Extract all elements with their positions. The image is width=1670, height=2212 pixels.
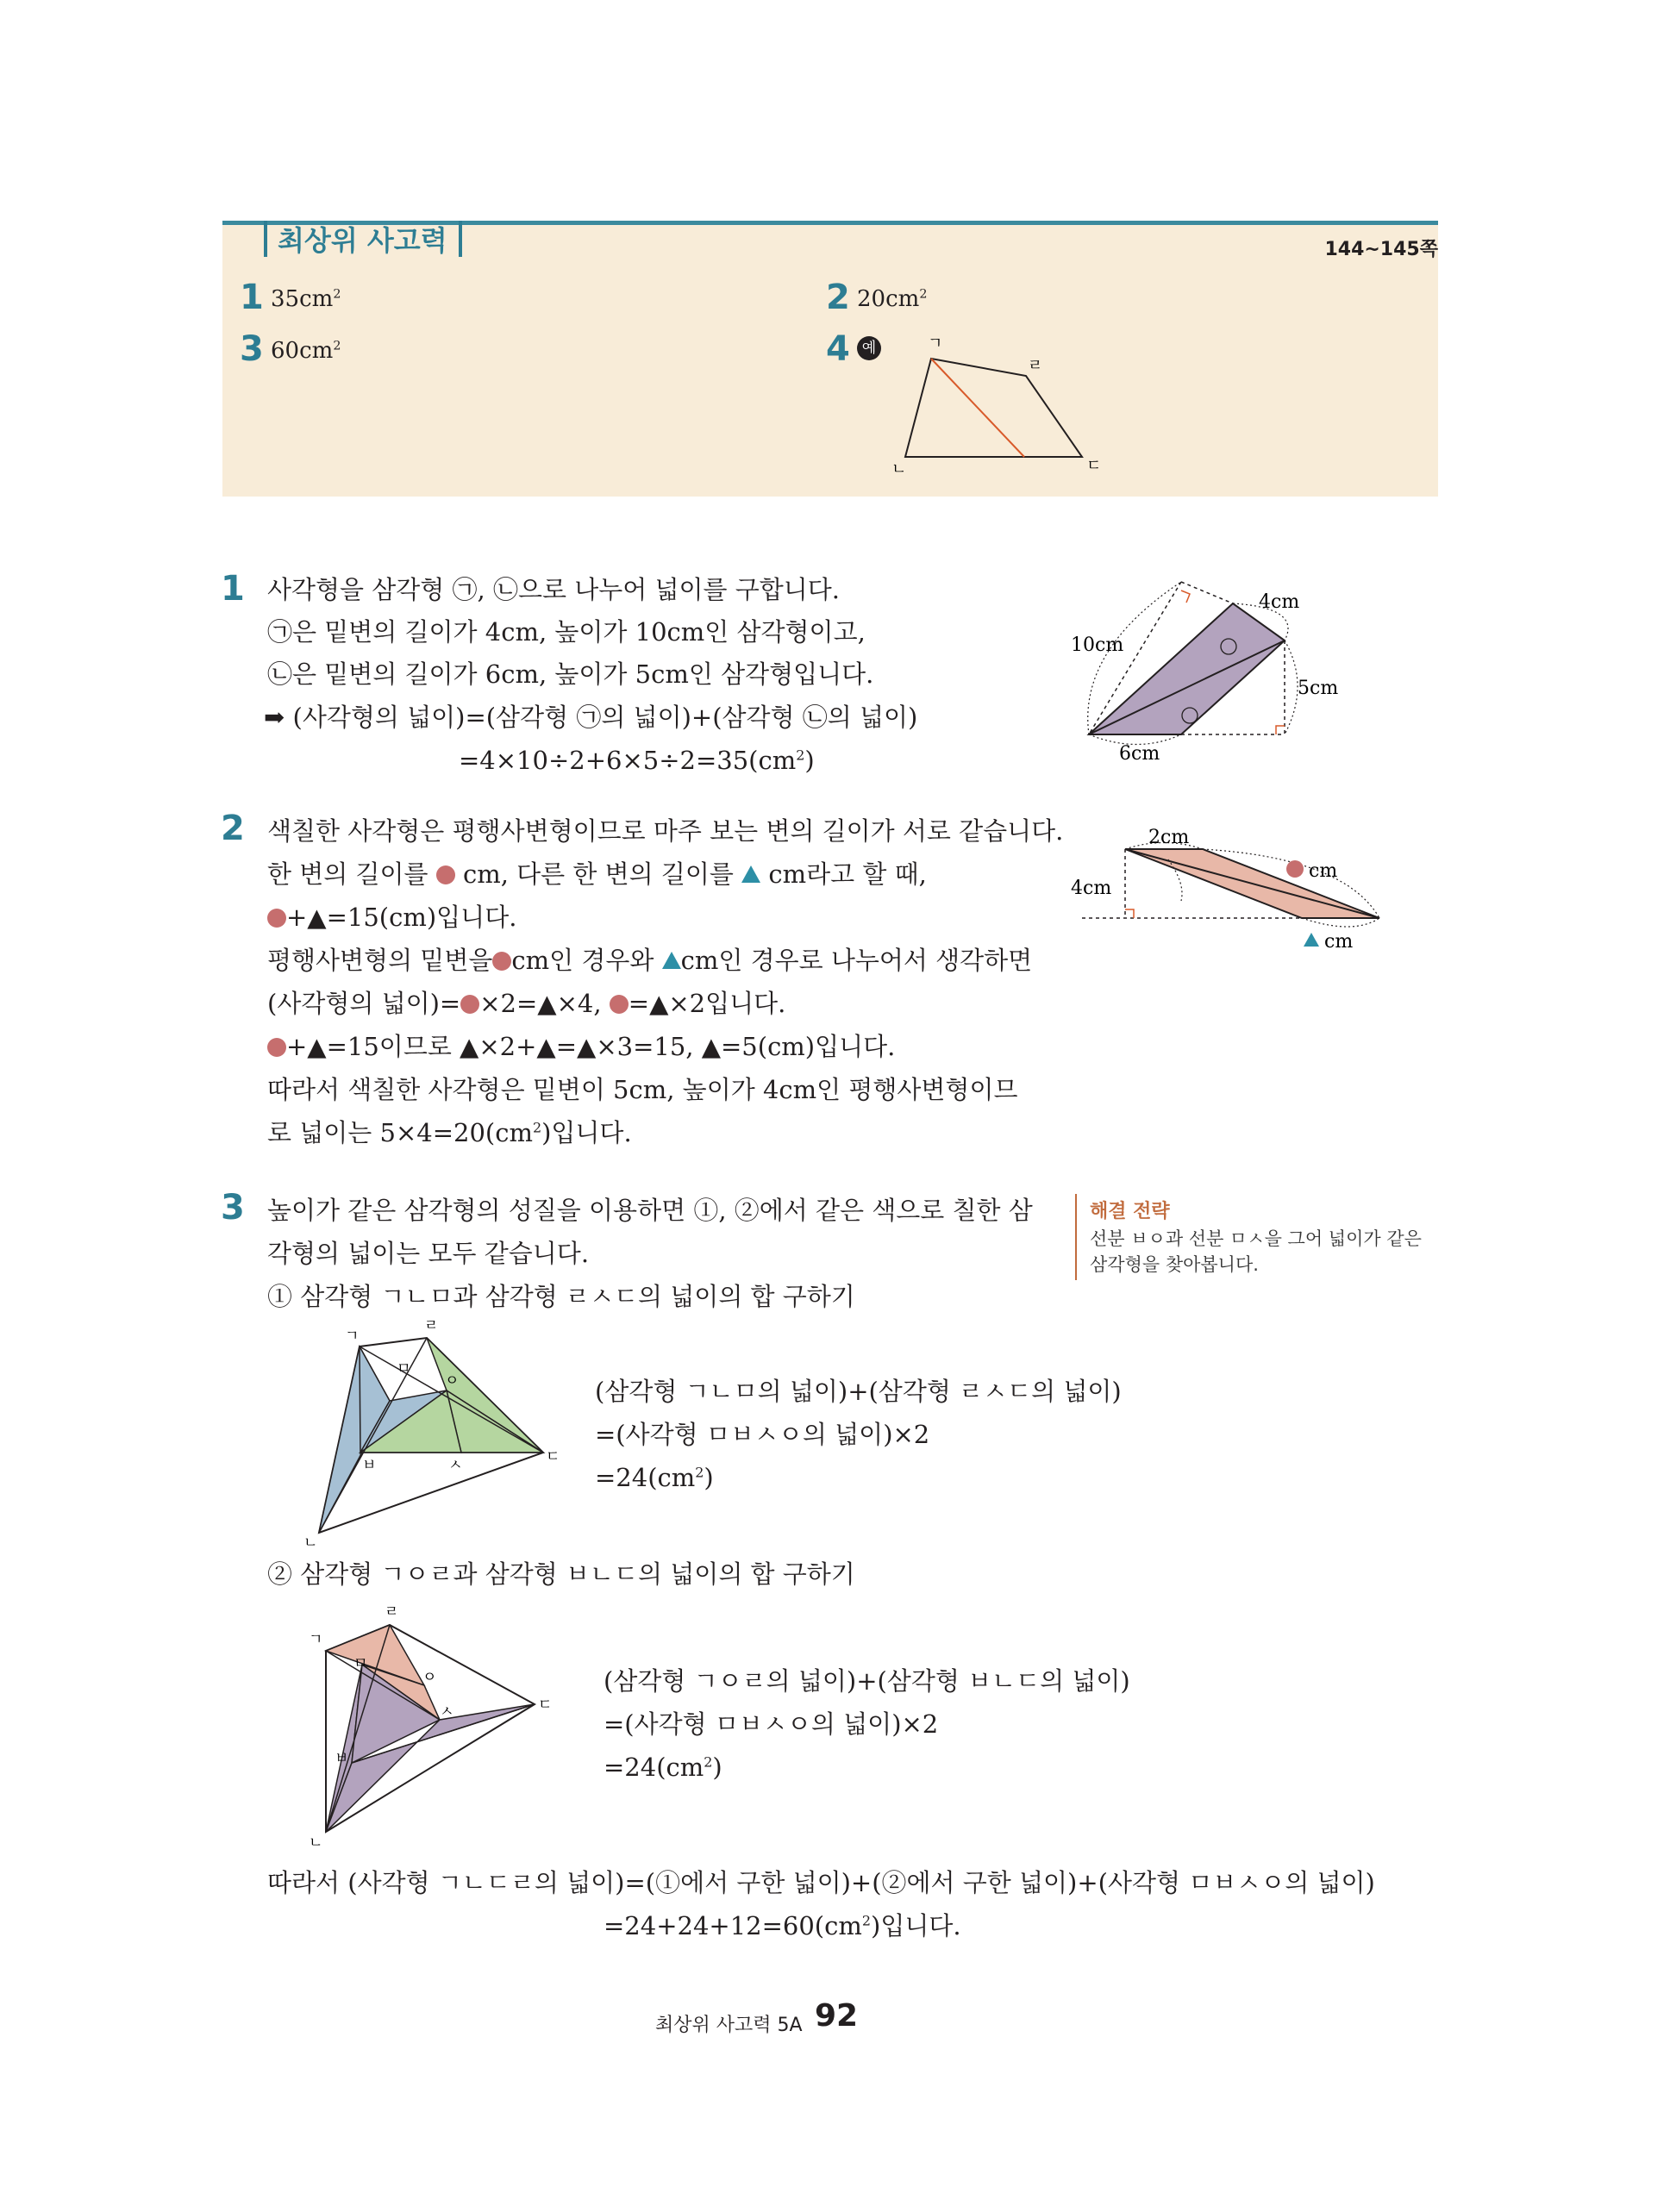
p3-figure-2	[293, 1599, 578, 1849]
p3-conclusion-2: $=24+24+12=60(cm^2)$입니다.	[604, 1911, 961, 1940]
problem-2-number: 2	[221, 809, 245, 848]
fig3b-s: ㅅ	[440, 1703, 454, 1721]
fig3a-s: ㅅ	[448, 1457, 463, 1474]
p2-line-8: 로 넓이는 $5\times 4=20(cm^2)$입니다.	[267, 1118, 632, 1147]
page-range: 144~145쪽	[1324, 239, 1438, 260]
fig2-dot-label: cm	[1309, 860, 1338, 882]
p3-eq2-line-2: =(사각형 ㅁㅂㅅㅇ의 넓이)×2	[604, 1709, 939, 1739]
p3-line-2: 각형의 넓이는 모두 같습니다.	[267, 1239, 590, 1268]
p1-line-4: ➡ (사각형의 넓이)=(삼각형 ㉠의 넓이)+(삼각형 ㉡의 넓이)	[264, 703, 918, 732]
tip-line-2: 삼각형을 찾아봅니다.	[1090, 1254, 1259, 1275]
tip-bar	[1075, 1194, 1077, 1280]
label-n: ㄴ	[891, 460, 907, 478]
p2-line-5: (사각형의 넓이)= ×2=▲×4, =▲×2입니다.	[267, 989, 786, 1018]
p2-line-6: +▲=15이므로 ▲×2+▲=▲×3=15, ▲=5(cm)입니다.	[267, 1034, 895, 1059]
p2-line-1: 색칠한 사각형은 평행사변형이므로 마주 보는 변의 길이가 서로 같습니다.	[267, 816, 1064, 846]
circle-symbol	[436, 865, 455, 884]
answer-box-title: 최상위 사고력	[278, 224, 447, 257]
right-angle	[1125, 909, 1134, 918]
title-bracket-right	[459, 221, 462, 257]
fig3a-g: ㄱ	[345, 1328, 360, 1345]
brace-5cm	[1285, 640, 1298, 734]
answer4-figure	[879, 328, 1138, 483]
fig2-top-label: 2cm	[1148, 827, 1190, 848]
circle-symbol	[460, 995, 479, 1014]
right-angle-a	[1181, 590, 1190, 603]
p2-line-4: 평행사변형의 밑변을 cm인 경우와 cm인 경우로 나누어서 생각하면	[267, 946, 1033, 975]
fig1-top-label: 4cm	[1259, 591, 1300, 613]
p3-eq2-line-3: $=24(cm^2)$	[604, 1753, 722, 1782]
p3-eq1-line-2: =(사각형 ㅁㅂㅅㅇ의 넓이)×2	[595, 1420, 930, 1449]
fig3b-b: ㅂ	[335, 1750, 349, 1767]
problem-1-number: 1	[221, 569, 245, 609]
circle-symbol	[267, 1038, 286, 1057]
fig3a-o: ㅇ	[445, 1372, 460, 1390]
p2-line-3: +▲=15(cm)입니다.	[267, 905, 516, 930]
triangle-symbol	[741, 865, 760, 883]
answer-num-1: 1	[240, 278, 264, 317]
circle-symbol	[610, 995, 629, 1014]
page-number: 92	[815, 1998, 859, 2034]
title-bracket-left	[264, 221, 267, 257]
label-g: ㄱ	[928, 334, 943, 353]
p2-line-7: 따라서 색칠한 사각형은 밑변이 5cm, 높이가 4cm인 평행사변형이므	[267, 1075, 1018, 1104]
answer-value-3: $60cm^2$	[271, 338, 341, 364]
answer-num-4: 4	[826, 329, 850, 369]
fig2-dot-icon	[1286, 860, 1304, 878]
fig3b-o: ㅇ	[422, 1669, 437, 1686]
fig3b-g: ㄱ	[309, 1631, 323, 1648]
tri-green-2	[447, 1390, 543, 1453]
p1-line-2: ㉠은 밑변의 길이가 4cm, 높이가 10cm인 삼각형이고,	[267, 617, 866, 647]
answer-value-2: $20cm^2$	[857, 286, 928, 312]
p3-eq1-line-3: $=24(cm^2)$	[595, 1463, 714, 1492]
example-badge: 예	[857, 336, 881, 360]
brace-tri	[1302, 918, 1379, 927]
p1-figure	[1060, 565, 1371, 772]
ext-line	[1181, 582, 1233, 603]
fig3b-m: ㅁ	[353, 1655, 368, 1672]
p3-eq2-line-1: (삼각형 ㄱㅇㄹ의 넓이)+(삼각형 ㅂㄴㄷ의 넓이)	[604, 1666, 1130, 1696]
p1-line-5: $=4\times 10\div 2+6\times 5\div 2=35(cm^2)$	[459, 746, 815, 775]
fig2-left-label: 4cm	[1071, 878, 1112, 899]
label-r: ㄹ	[1028, 357, 1043, 375]
p2-figure	[1069, 823, 1397, 970]
quad-shaded	[1089, 603, 1285, 734]
right-angle-b	[1276, 726, 1285, 734]
p3-line-1: 높이가 같은 삼각형의 성질을 이용하면 ①, ②에서 같은 색으로 칠한 삼	[267, 1196, 1033, 1225]
label-d: ㄷ	[1086, 457, 1102, 475]
p3-sub-1: ① 삼각형 ㄱㄴㅁ과 삼각형 ㄹㅅㄷ의 넓이의 합 구하기	[267, 1282, 855, 1311]
parallelogram-diag	[1125, 849, 1379, 918]
triangle-symbol	[662, 952, 681, 969]
tip-title: 해결 전략	[1090, 1201, 1170, 1222]
problem-3-number: 3	[221, 1188, 245, 1228]
tip-line-1: 선분 ㅂㅇ과 선분 ㅁㅅ을 그어 넓이가 같은	[1090, 1228, 1422, 1249]
fig3b-r: ㄹ	[385, 1603, 399, 1621]
circle-symbol	[492, 952, 511, 971]
fig2-triangle-icon	[1304, 933, 1319, 947]
circle-symbol	[267, 909, 286, 928]
fig1-bottom-label: 6cm	[1119, 743, 1160, 765]
fig3a-r: ㄹ	[424, 1317, 439, 1334]
p3-conclusion-1: 따라서 (사각형 ㄱㄴㄷㄹ의 넓이)=(①에서 구한 넓이)+(②에서 구한 넓이)+(사각형 ㅁㅂㅅㅇ의 넓이)	[267, 1868, 1375, 1897]
fig3a-n: ㄴ	[303, 1534, 318, 1547]
answer-num-2: 2	[826, 278, 850, 317]
p3-eq1-line-1: (삼각형 ㄱㄴㅁ의 넓이)+(삼각형 ㄹㅅㄷ의 넓이)	[595, 1377, 1122, 1406]
fig3a-b: ㅂ	[362, 1457, 377, 1474]
fig3b-d: ㄷ	[538, 1696, 553, 1714]
p1-line-3: ㉡은 밑변의 길이가 6cm, 높이가 5cm인 삼각형입니다.	[267, 659, 874, 689]
footer-title: 최상위 사고력 5A	[655, 2015, 803, 2036]
fig2-tri-label: cm	[1324, 931, 1354, 953]
fig1-left-label: 10cm	[1071, 634, 1124, 656]
p3-sub-2: ② 삼각형 ㄱㅇㄹ과 삼각형 ㅂㄴㄷ의 넓이의 합 구하기	[267, 1559, 855, 1589]
p3-figure-1	[293, 1315, 578, 1547]
fig3a-m: ㅁ	[397, 1360, 411, 1378]
p2-line-2: 한 변의 길이를 cm, 다른 한 변의 길이를 cm라고 할 때,	[267, 859, 927, 889]
quadrilateral	[905, 359, 1082, 457]
answer-value-1: $35cm^2$	[271, 286, 341, 312]
answer-num-3: 3	[240, 329, 264, 369]
p1-line-1: 사각형을 삼각형 ㉠, ㉡으로 나누어 넓이를 구합니다.	[267, 575, 841, 604]
fig3a-d: ㄷ	[546, 1448, 560, 1465]
fig1-right-label: 5cm	[1298, 678, 1339, 699]
fig3b-n: ㄴ	[309, 1834, 323, 1849]
